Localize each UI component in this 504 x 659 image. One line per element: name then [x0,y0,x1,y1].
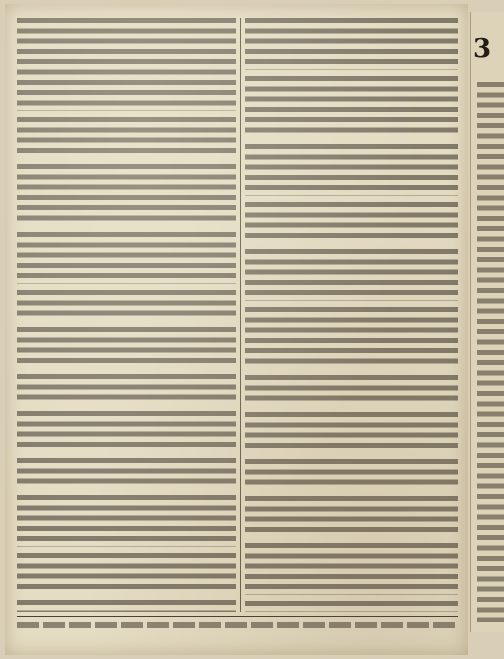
paragraph [17,232,236,284]
column-divider [240,18,241,612]
paragraph [245,76,458,138]
page-number: 3 [473,34,492,64]
paragraph [245,375,458,406]
paragraph [17,495,236,547]
text-column-left [17,18,236,612]
paragraph [17,117,236,158]
newspaper-page [5,4,468,655]
paragraph [17,553,236,594]
paragraph [17,290,236,321]
paragraph [245,601,458,612]
paragraph [17,458,236,489]
footer-divider [17,616,458,617]
paragraph [245,543,458,595]
paragraph [17,600,236,612]
paragraph [245,412,458,453]
paragraph [245,144,458,196]
paragraph [245,307,458,369]
paragraph [17,164,236,226]
publisher-imprint [17,622,458,628]
text-column-right [245,18,458,612]
paragraph [245,496,458,537]
paragraph [245,249,458,301]
paragraph [17,374,236,405]
paragraph [17,327,236,368]
paragraph [245,459,458,490]
paragraph [17,18,236,111]
paragraph [245,18,458,70]
adjacent-page-edge [470,12,504,632]
paragraph [245,202,458,243]
paragraph [17,411,236,452]
adjacent-page-text [477,82,504,622]
